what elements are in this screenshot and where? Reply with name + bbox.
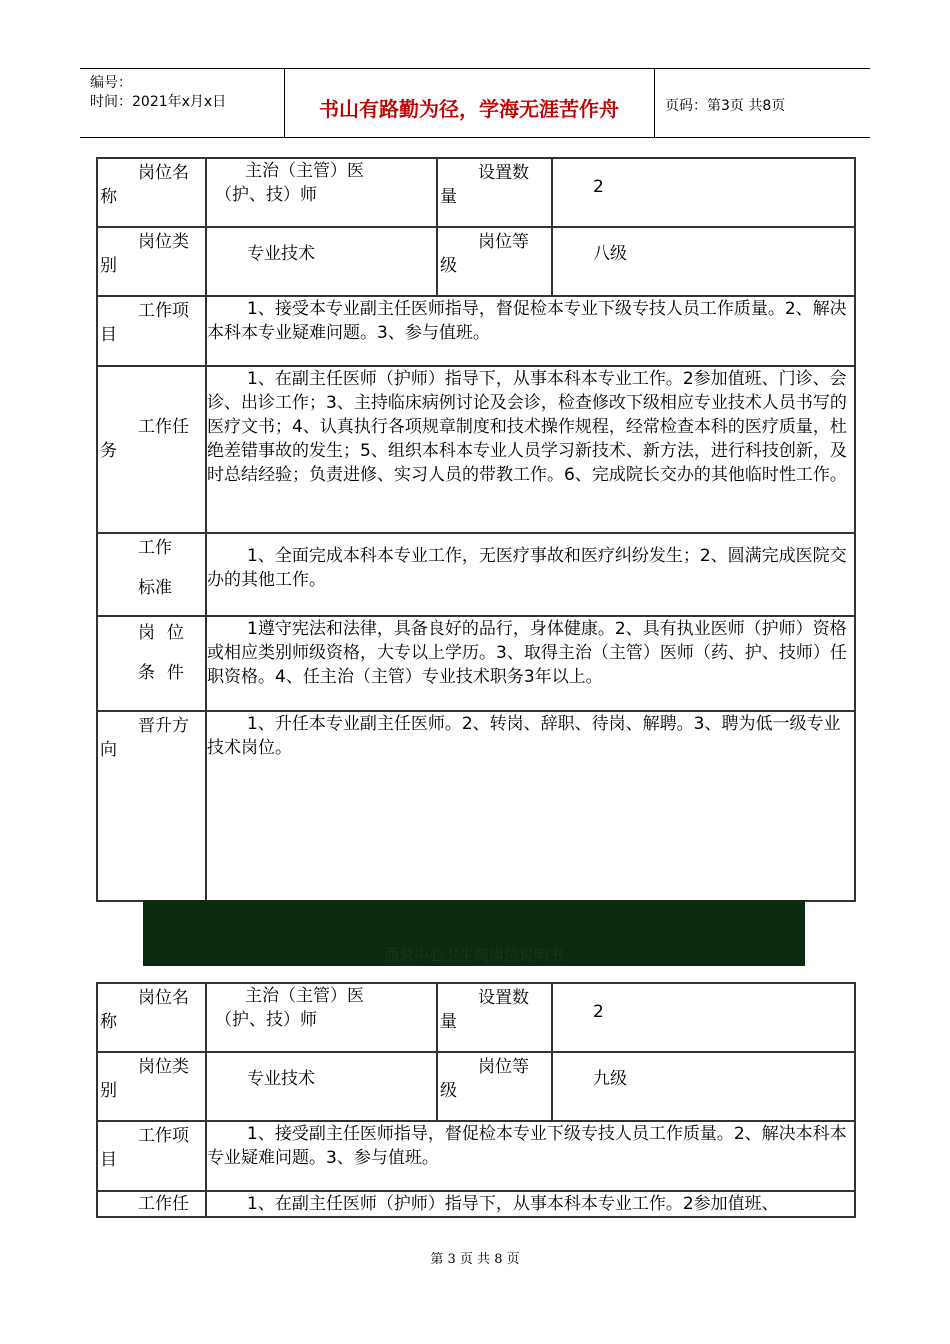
post-name-label: 岗位名 称: [97, 983, 206, 1052]
category-label: 岗位类 别: [97, 1052, 206, 1121]
table-row: [97, 158, 855, 227]
category-label: 岗位类 别: [97, 227, 206, 296]
items-value: 1、接受本专业副主任医师指导，督促检本专业下级专技人员工作质量。2、解决本科本专业疑难问题。3、参与值班。: [206, 296, 855, 366]
count-value: 2: [552, 158, 855, 227]
header-page-info: 页码：第3页 共8页: [665, 98, 786, 114]
header-motto: 书山有路勤为径，学海无涯苦作舟: [319, 97, 619, 121]
header-meta-cell: [80, 69, 285, 137]
grade-label: 岗位等 级: [437, 1052, 552, 1121]
table-row: [97, 1191, 855, 1217]
post-name-value: 主治（主管）医 （护、技）师: [206, 983, 437, 1052]
category-value: 专业技术: [206, 227, 437, 296]
table-row: [97, 366, 855, 533]
job-table-2: [96, 982, 856, 1218]
table-row: [97, 616, 855, 711]
page-footer: 第 3 页 共 8 页: [430, 1252, 520, 1267]
table-row: [97, 296, 855, 366]
header-page-cell: [654, 69, 871, 137]
table-row: [97, 711, 855, 901]
tasks-value: 1、在副主任医师（护师）指导下，从事本科本专业工作。2参加值班、门诊、会诊、出诊工作；3、主持临床病例讨论及会诊，检查修改下级相应专业技术人员书写的医疗文书；4、认真执行各项规章制度和技术操作规程，经常检查本科的医疗质量，杜绝差错事故的发生；5、组织本科本专业人员学习新技术、新方法，进行科技创新，及时总结经验；负责进修、实习人员的带教工作。6、完成院长交办的其他临时性工作。: [206, 366, 855, 533]
grade-value: 八级: [552, 227, 855, 296]
table-row: [97, 1121, 855, 1191]
items-label: 工作项 目: [97, 1121, 206, 1191]
promotion-label: 晋升方 向: [97, 711, 206, 901]
category-value: 专业技术: [206, 1052, 437, 1121]
section-band: [143, 900, 805, 966]
count-value: 2: [552, 983, 855, 1052]
count-label: 设置数 量: [437, 983, 552, 1052]
table-row: [97, 533, 855, 616]
promotion-value: 1、升任本专业副主任医师。2、转岗、辞职、待岗、解聘。3、聘为低一级专业技术岗位。: [206, 711, 855, 901]
post-name-value: 主治（主管）医 （护、技）师: [206, 158, 437, 227]
tasks-label: 工作任 务: [97, 366, 206, 533]
condition-value: 1遵守宪法和法律，具备良好的品行，身体健康。2、具有执业医师（护师）资格或相应类别师级资格，大专以上学历。3、取得主治（主管）医师（药、护、技师）任职资格。4、任主治（主管）专业技术职务3年以上。: [206, 616, 855, 711]
document-number: 编号：: [90, 75, 132, 91]
table-row: [97, 227, 855, 296]
standard-label: 工作 标准: [97, 533, 206, 616]
post-name-label: 岗位名 称: [97, 158, 206, 227]
count-label: 设置数 量: [437, 158, 552, 227]
tasks-value: 1、在副主任医师（护师）指导下，从事本科本专业工作。2参加值班、: [206, 1191, 855, 1217]
page-header: [80, 68, 870, 138]
table-row: [97, 983, 855, 1052]
standard-value: 1、全面完成本科本专业工作，无医疗事故和医疗纠纷发生；2、圆满完成医院交办的其他工作。: [206, 533, 855, 616]
document-date: 时间：2021年x月x日: [90, 94, 227, 110]
tasks-label: 工作任: [97, 1191, 206, 1217]
grade-label: 岗位等 级: [437, 227, 552, 296]
grade-value: 九级: [552, 1052, 855, 1121]
items-value: 1、接受副主任医师指导，督促检本专业下级专技人员工作质量。2、解决本科本专业疑难问题。3、参与值班。: [206, 1121, 855, 1191]
band-title: 西营中心卫生院岗位说明书: [383, 946, 564, 964]
items-label: 工作项 目: [97, 296, 206, 366]
condition-label: 岗位 条件: [97, 616, 206, 711]
job-table-1: [96, 157, 856, 902]
table-row: [97, 1052, 855, 1121]
